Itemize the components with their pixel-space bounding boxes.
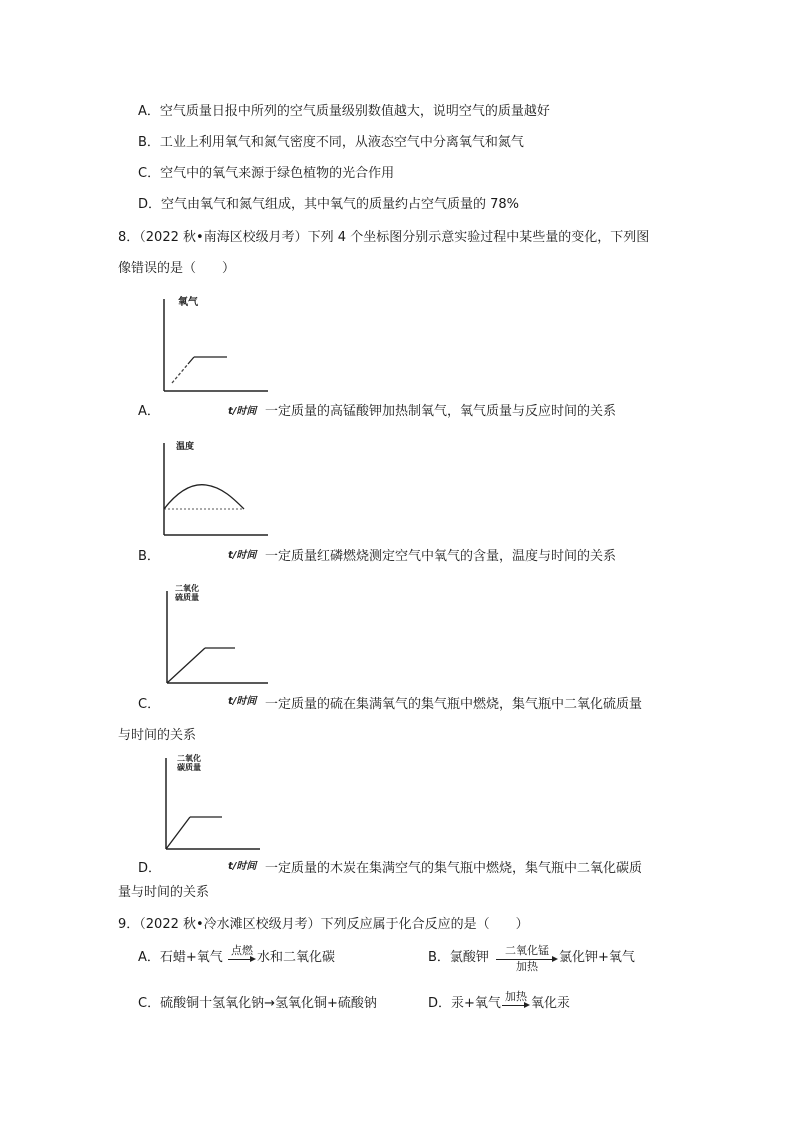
q8-option-c-letter: C． (138, 697, 161, 712)
q9-option-d-arrow (502, 990, 530, 1010)
q8-stem-line2: 像错误的是（ ） (118, 261, 236, 276)
q8-option-d-desc: 一定质量的木炭在集满空气的集气瓶中燃烧，集气瓶中二氧化碳质 (265, 861, 643, 876)
q9-option-d-before: D．汞+氧气 (428, 996, 501, 1011)
q9-stem: 9．（2022 秋•冷水滩区校级月考）下列反应属于化合反应的是（ ） (118, 917, 529, 932)
q9-option-b-catalyst: 二氧化锰 (505, 944, 549, 957)
q9-option-a-before: A．石蜡+氧气 (138, 950, 223, 965)
q8-option-b-letter: B． (138, 549, 160, 564)
graph-a-rise-dashed (172, 364, 188, 383)
q8-option-c-desc: 一定质量的硫在集满氧气的集气瓶中燃烧，集气瓶中二氧化硫质量 (265, 697, 643, 712)
q9-option-a-condition: 点燃 (231, 944, 253, 957)
graph-d-svg (150, 752, 280, 862)
arrow-head-icon (524, 1002, 530, 1008)
q9-option-b-arrow (496, 944, 558, 973)
graph-c-svg (150, 583, 280, 693)
graph-d-y-label: 二氧化 碳质量 (177, 754, 201, 772)
graph-b-svg (150, 437, 280, 547)
q9-option-c: C．硫酸铜十氢氧化钠→氢氧化铜+硫酸钠 (138, 996, 377, 1011)
q8-option-d-desc-cont: 量与时间的关系 (118, 885, 210, 900)
q8-option-a-desc: 一定质量的高锰酸钾加热制氧气，氧气质量与反应时间的关系 (265, 404, 617, 419)
graph-c-rise (167, 648, 205, 683)
graph-a-x-label: t/时间 (228, 406, 257, 417)
q8-option-c-desc-cont: 与时间的关系 (118, 728, 197, 743)
q9-option-b-condition: 加热 (516, 960, 538, 973)
q9-option-b-after: 氯化钾+氧气 (559, 950, 635, 965)
q9-option-b-before: B．氯酸钾 (428, 950, 489, 965)
q7-option-a: A．空气质量日报中所列的空气质量级别数值越大，说明空气的质量越好 (138, 104, 550, 119)
graph-a-y-label: 氧气 (178, 297, 198, 308)
q8-graph-a (150, 293, 280, 403)
q9-option-a-after: 水和二氧化碳 (257, 950, 336, 965)
q8-graph-c (150, 583, 280, 693)
graph-c-x-label: t/时间 (228, 696, 257, 707)
graph-b-x-label: t/时间 (228, 550, 257, 561)
q8-stem-line1: 8．（2022 秋•南海区校级月考）下列 4 个坐标图分别示意实验过程中某些量的变化，下列图 (118, 230, 650, 245)
graph-c-y-label: 二氧化 硫质量 (175, 584, 199, 602)
q7-option-c: C．空气中的氧气来源于绿色植物的光合作用 (138, 166, 395, 181)
q9-option-a-arrow (228, 944, 256, 964)
graph-d-rise (166, 817, 190, 849)
q9-option-d-condition: 加热 (505, 990, 527, 1003)
q8-option-b-desc: 一定质量红磷燃烧测定空气中氧气的含量，温度与时间的关系 (265, 549, 617, 564)
q8-option-d-letter: D． (138, 861, 162, 876)
graph-d-x-label: t/时间 (228, 861, 257, 872)
graph-b-curve (164, 485, 244, 509)
q8-graph-d (150, 752, 280, 862)
q7-option-b: B．工业上利用氧气和氮气密度不同，从液态空气中分离氧气和氮气 (138, 135, 524, 150)
arrow-head-icon (250, 956, 256, 962)
q8-graph-b (150, 437, 280, 547)
q9-option-d-after: 氧化汞 (531, 996, 571, 1011)
graph-a-svg (150, 293, 280, 403)
q7-option-d: D．空气由氧气和氮气组成，其中氧气的质量约占空气质量的 78% (138, 197, 520, 212)
graph-a-rise (188, 357, 194, 364)
graph-b-y-label: 温度 (176, 442, 195, 452)
q8-option-a-letter: A． (138, 404, 160, 419)
